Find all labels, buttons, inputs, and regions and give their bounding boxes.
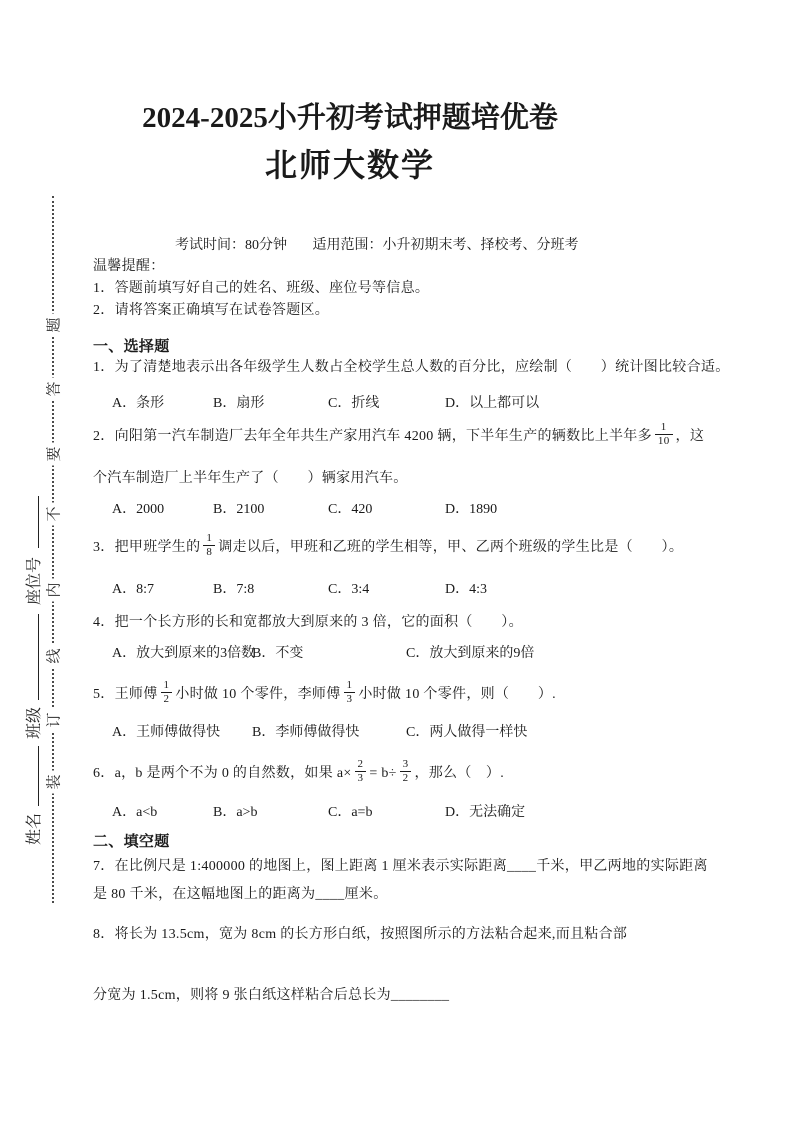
binding-char-yao: 要 bbox=[43, 442, 64, 465]
q3-option-c: C．3:4 bbox=[328, 582, 370, 597]
binding-char-bu: 不 bbox=[43, 502, 64, 525]
q3-stem-pre: 3．把甲班学生的 bbox=[93, 540, 201, 555]
q1-option-c: C．折线 bbox=[328, 396, 380, 411]
q7-line2: 是 80 千米，在这幅地图上的距离为____厘米。 bbox=[93, 887, 388, 902]
q5-option-a: A．王师傅做得快 bbox=[112, 725, 221, 740]
q6-option-b: B．a>b bbox=[213, 805, 258, 820]
q8-line2: 分宽为 1.5cm，则将 9 张白纸这样粘合后总长为________ bbox=[93, 988, 450, 1003]
q5-stem bbox=[93, 676, 556, 714]
q5-stem-post: 小时做 10 个零件，则（ ）. bbox=[358, 687, 556, 702]
class-blank bbox=[26, 614, 39, 700]
q3-stem-post: 调走以后，甲班和乙班的学生相等，甲、乙两个班级的学生比是（ ）。 bbox=[218, 540, 684, 555]
q8-line1: 8．将长为 13.5cm，宽为 8cm 的长方形白纸，按照图所示的方法粘合起来,而且粘合部 bbox=[93, 927, 628, 942]
q3-option-a: A．8:7 bbox=[112, 582, 154, 597]
q2-option-c: C．420 bbox=[328, 502, 373, 517]
q4-options bbox=[93, 642, 733, 664]
q4-stem: 4．把一个长方形的长和宽都放大到原来的 3 倍，它的面积（ ）。 bbox=[93, 615, 523, 630]
binding-char-ding: 订 bbox=[43, 708, 64, 731]
q4-option-b: B．不变 bbox=[252, 646, 304, 661]
fraction-2-3: $\frac{2}{3}$ bbox=[355, 758, 367, 787]
q7-line1: 7．在比例尺是 1:400000 的地图上，图上距离 1 厘米表示实际距离____千米，甲乙两地的实际距离 bbox=[93, 859, 708, 874]
q5-stem-mid: 小时做 10 个零件，李师傅 bbox=[175, 687, 341, 702]
q6-stem-post: ，那么（ ）. bbox=[414, 766, 505, 781]
q6-stem bbox=[93, 755, 504, 793]
binding-dotted-line bbox=[52, 196, 54, 903]
q4-option-c: C．放大到原来的9倍 bbox=[406, 646, 535, 661]
seat-label: 座位号 bbox=[26, 557, 43, 606]
q1-options bbox=[93, 392, 733, 414]
q6-stem-mid: = b÷ bbox=[369, 766, 397, 781]
q3-option-b: B．7:8 bbox=[213, 582, 255, 597]
page-subtitle: 北师大数学 bbox=[264, 147, 435, 183]
q2-option-b: B．2100 bbox=[213, 502, 265, 517]
q2-stem-line1 bbox=[93, 418, 704, 456]
q3-options bbox=[93, 578, 733, 600]
notice-item-2: 2．请将答案正确填写在试卷答题区。 bbox=[93, 303, 330, 318]
q1-option-a: A．条形 bbox=[112, 396, 165, 411]
q2-option-a: A．2000 bbox=[112, 502, 165, 517]
class-label: 班级 bbox=[26, 707, 43, 740]
q3-option-d: D．4:3 bbox=[445, 582, 487, 597]
q6-option-d: D．无法确定 bbox=[445, 805, 526, 820]
exam-info bbox=[175, 234, 579, 254]
fraction-1-8: $\frac{1}{8}$ bbox=[203, 532, 215, 561]
q1-option-b: B．扇形 bbox=[213, 396, 265, 411]
q4-option-a: A．放大到原来的3倍数 bbox=[112, 646, 256, 661]
q2-stem-pre: 2．向阳第一汽车制造厂去年全年共生产家用汽车 4200 辆，下半年生产的辆数比上半年多 bbox=[93, 429, 652, 444]
q6-options bbox=[93, 801, 733, 823]
binding-char-nei: 内 bbox=[43, 578, 64, 601]
fraction-1-3: $\frac{1}{3}$ bbox=[344, 679, 356, 708]
name-label: 姓名 bbox=[26, 813, 43, 846]
fraction-1-10: $\frac{1}{10}$ bbox=[655, 421, 673, 450]
q2-options bbox=[93, 498, 733, 520]
q5-option-c: C．两人做得一样快 bbox=[406, 725, 528, 740]
notice-title: 温馨提醒： bbox=[93, 259, 165, 274]
q2-option-d: D．1890 bbox=[445, 502, 498, 517]
notice-item-1: 1．答题前填写好自己的姓名、班级、座位号等信息。 bbox=[93, 281, 430, 296]
seat-blank bbox=[26, 496, 39, 548]
binding-char-zhuang: 装 bbox=[43, 770, 64, 793]
binding-char-da: 答 bbox=[43, 377, 64, 400]
fraction-3-2: $\frac{3}{2}$ bbox=[400, 758, 412, 787]
q6-stem-pre: 6．a，b 是两个不为 0 的自然数，如果 a× bbox=[93, 766, 352, 781]
page-title: 2024-2025小升初考试押题培优卷 bbox=[142, 102, 558, 134]
q3-stem bbox=[93, 529, 683, 567]
q5-option-b: B．李师傅做得快 bbox=[252, 725, 360, 740]
q1-option-d: D．以上都可以 bbox=[445, 396, 540, 411]
exam-scope: 适用范围：小升初期末考、择校考、分班考 bbox=[312, 238, 579, 253]
binding-char-ti: 题 bbox=[43, 313, 64, 336]
q5-stem-pre: 5．王师傅 bbox=[93, 687, 158, 702]
fraction-1-2: $\frac{1}{2}$ bbox=[161, 679, 173, 708]
section-fill-title: 二、填空题 bbox=[93, 834, 170, 850]
q2-stem-post: ，这 bbox=[675, 429, 705, 444]
q2-stem-line2: 个汽车制造厂上半年生产了（ ）辆家用汽车。 bbox=[93, 471, 408, 486]
name-blank bbox=[26, 746, 39, 806]
binding-char-xian: 线 bbox=[43, 644, 64, 667]
q6-option-c: C．a=b bbox=[328, 805, 373, 820]
q5-options bbox=[93, 721, 733, 743]
student-info-line bbox=[21, 496, 41, 852]
q6-option-a: A．a<b bbox=[112, 805, 158, 820]
exam-time: 考试时间：80分钟 bbox=[175, 238, 287, 253]
q1-stem: 1．为了清楚地表示出各年级学生人数占全校学生总人数的百分比，应绘制（ ）统计图比较合适。 bbox=[93, 360, 730, 375]
section-choice-title: 一、选择题 bbox=[93, 339, 170, 355]
